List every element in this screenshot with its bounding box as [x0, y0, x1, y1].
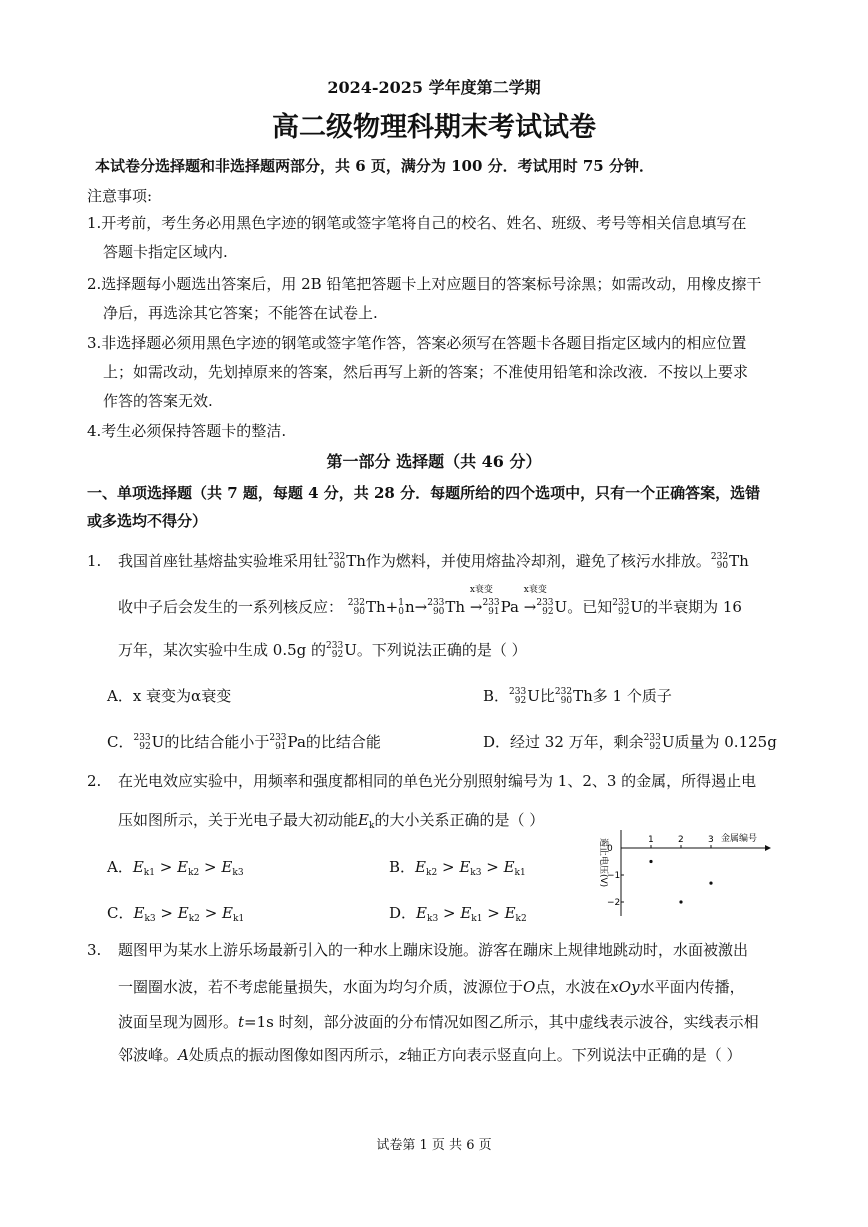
page-footer: 试卷第 1 页 共 6 页 — [376, 1138, 492, 1153]
q1-number: 1. — [87, 552, 102, 570]
isotope-th232: 232 90 — [710, 552, 729, 571]
exam-info: 本试卷分选择题和非选择题两部分，共 6 页，满分为 100 分．考试用时 75 分钟． — [95, 157, 654, 175]
q3-line-2: 一圈圈水波，若不考虑能量损失，水面为均匀介质，波源位于O点，水波在xOy水平面内传播， — [118, 978, 745, 996]
graph-x-tick-label: 3 — [708, 835, 714, 845]
isotope-pa233: 233 91 — [482, 598, 500, 617]
q2-option-b[interactable]: B．$E_{k2} > E_{k3} > E_{k1}$ — [389, 858, 526, 878]
graph-data-point — [709, 882, 712, 885]
isotope-u233: 233 92 — [612, 598, 630, 617]
note-4: 4.考生必须保持答题卡的整洁. — [87, 422, 287, 440]
note-3-line-2: 上；如需改动，先划掉原来的答案，然后再写上新的答案；不准使用铅笔和涂改液．不按以上要求 — [103, 363, 749, 381]
exam-title: 高二级物理科期末考试试卷 — [272, 112, 596, 143]
graph-x-tick-label: 1 — [648, 835, 654, 845]
q1-option-d[interactable]: D．经过 32 万年，剩余 233 92 U质量为 0.125g — [483, 733, 777, 752]
decay-arrow-1: x衰变 → — [469, 585, 493, 616]
q3-number: 3. — [87, 941, 102, 959]
note-3-line-1: 3.非选择题必须用黑色字迹的钢笔或签字笔作答，答案必须写在答题卡各题目指定区域内的相应位置 — [87, 334, 747, 352]
isotope-u233: 233 92 — [326, 641, 344, 660]
q2-line-2: 压如图所示，关于光电子最大初动能$E_k$的大小关系正确的是（ ） — [118, 811, 545, 831]
graph-y-tick-label: −2 — [607, 898, 621, 908]
note-1-line-1: 1.开考前，考生务必用黑色字迹的钢笔或签字笔将自己的校名、姓名、班级、考号等相关信息填写在 — [87, 214, 747, 232]
exam-term: 2024-2025 学年度第二学期 — [327, 78, 541, 97]
part1-title: 第一部分 选择题（共 46 分） — [326, 452, 542, 471]
isotope-th232: 232 90 — [347, 598, 365, 617]
q1-option-b[interactable]: B． 233 92 U比 232 90 Th多 1 个质子 — [483, 687, 672, 706]
q2-line-1: 在光电效应实验中，用频率和强度都相同的单色光分别照射编号为 1、2、3 的金属，所得遏止电 — [118, 772, 757, 790]
graph-y-tick-label: −1 — [607, 871, 621, 881]
q3-line-1: 题图甲为某水上游乐场最新引入的一种水上蹦床设施。游客在蹦床上规律地跳动时，水面被激出 — [118, 941, 749, 959]
q1-option-a[interactable]: A．x 衰变为α衰变 — [107, 687, 232, 705]
graph-data-point — [679, 900, 682, 903]
q2-option-d[interactable]: D．$E_{k3} > E_{k1} > E_{k2}$ — [389, 904, 527, 924]
q1-line-2: 收中子后会发生的一系列核反应： 232 90 Th+ 1 0 n→ 233 90 Th x衰变 → 233 91 Pa x衰变 → 233 92 U。已知 233 92 U的半衰期为 16 — [118, 585, 742, 617]
q2-number: 2. — [87, 772, 102, 790]
graph-x-arrow-icon — [765, 845, 771, 851]
q3-line-4: 邻波峰。A处质点的振动图像如图丙所示，z轴正方向表示竖直向上。下列说法中正确的是（ ） — [118, 1046, 742, 1064]
arrow-icon: → — [414, 598, 428, 616]
note-1-line-2: 答题卡指定区域内. — [103, 243, 228, 261]
q1-line-1: 我国首座钍基熔盐实验堆采用钍 232 90 Th作为燃料，并使用熔盐冷却剂，避免了核污水排放。 232 90 Th — [118, 552, 749, 571]
isotope-th233: 233 90 — [427, 598, 445, 617]
note-3-line-3: 作答的答案无效. — [103, 392, 213, 410]
q3-line-3: 波面呈现为圆形。t=1s 时刻，部分波面的分布情况如图乙所示，其中虚线表示波谷，实线表示相 — [118, 1013, 759, 1031]
isotope-u233: 233 92 — [536, 598, 554, 617]
q1-line-3: 万年，某次实验中生成 0.5g 的 233 92 U。下列说法正确的是（ ） — [118, 641, 527, 660]
notes-heading: 注意事项: — [87, 187, 153, 205]
graph-ylabel: 遏止电压(V) — [598, 838, 608, 888]
graph-x-tick-label: 2 — [678, 835, 684, 845]
note-2-line-1: 2.选择题每小题选出答案后，用 2B 铅笔把答题卡上对应题目的答案标号涂黑；如需改动，用橡皮擦干 — [87, 275, 762, 293]
section-heading-line-1: 一、单项选择题（共 7 题，每题 4 分，共 28 分．每题所给的四个选项中，只有一个正确答案，选错 — [87, 484, 761, 502]
graph-xlabel: 金属编号 — [721, 834, 758, 844]
isotope-th232: 232 90 — [328, 552, 346, 571]
decay-arrow-2: x衰变 → — [523, 585, 547, 616]
isotope-neutron: 1 0 — [398, 598, 404, 617]
q2-option-a[interactable]: A．$E_{k1} > E_{k2} > E_{k3}$ — [107, 858, 244, 878]
q1-option-c[interactable]: C． 233 92 U的比结合能小于 233 91 Pa的比结合能 — [107, 733, 381, 752]
graph-data-point — [649, 860, 652, 863]
q2-option-c[interactable]: C．$E_{k3} > E_{k2} > E_{k1}$ — [107, 904, 245, 924]
section-heading-line-2: 或多选均不得分） — [87, 512, 208, 530]
graph-y-tick-label: 0 — [607, 844, 613, 854]
stopping-voltage-graph — [585, 820, 775, 925]
note-2-line-2: 净后，再选涂其它答案；不能答在试卷上. — [103, 304, 378, 322]
